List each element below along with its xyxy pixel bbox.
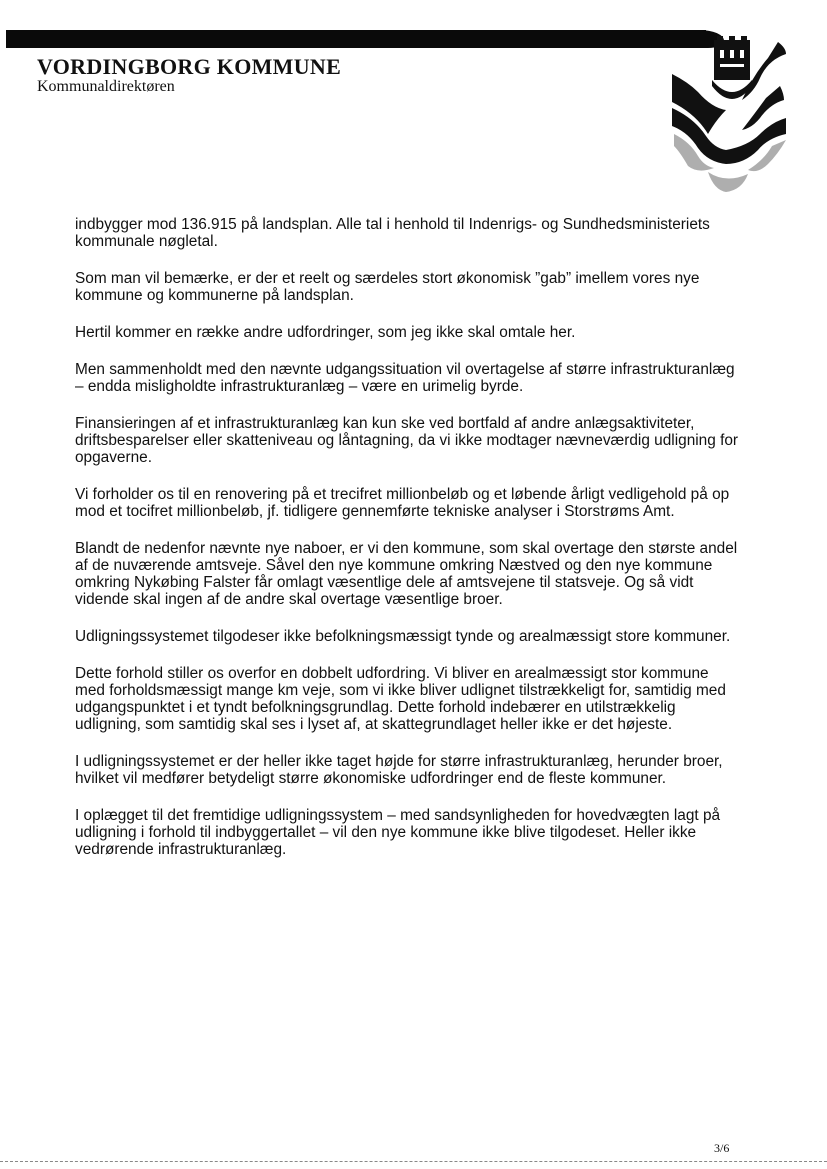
body-paragraph: I oplægget til det fremtidige udligningssystem – med sandsynligheden for hovedvægten lagt på udligning i forhold til indbyggertallet – vil den nye kommune ikke blive tilgodeset. Heller ikke vedrørende infrastrukturanlæg. bbox=[75, 807, 721, 858]
body-paragraph: Blandt de nedenfor nævnte nye naboer, er vi den kommune, som skal overtage den største andel af de nuværende amtsveje. Såvel den nye kommune omkring Næstved og den nye kommune omkring Nykøbing Falster får omlagt væsentlige dele af amtsvejene til statsveje. Og så vidt vidende skal ingen af de andre skal overtage væsentlige broer. bbox=[75, 540, 738, 608]
body-paragraph: indbygger mod 136.915 på landsplan. Alle tal i henhold til Indenrigs- og Sundhedsministeriets kommunale nøgletal. bbox=[75, 216, 710, 250]
body-paragraph: Finansieringen af et infrastrukturanlæg kan kun ske ved bortfald af andre anlægsaktiviteter, driftsbesparelser eller skatteniveau og låntagning, da vi ikke modtager nævneværdig udligning for opgaverne. bbox=[75, 415, 739, 466]
bottom-divider bbox=[0, 1161, 827, 1162]
municipality-logo bbox=[668, 34, 788, 196]
body-paragraph: Men sammenholdt med den nævnte udgangssituation vil overtagelse af større infrastrukturanlæg – endda misligholdte infrastrukturanlæg – være en urimelig byrde. bbox=[75, 361, 735, 395]
body-paragraph: Vi forholder os til en renovering på et trecifret millionbeløb og et løbende årligt vedligehold på op mod et tocifret millionbeløb, jf. tidligere gennemførte tekniske analyser i Storstrøms Amt. bbox=[75, 486, 730, 520]
organization-name: VORDINGBORG KOMMUNE bbox=[37, 54, 342, 79]
letter-body bbox=[75, 216, 740, 878]
body-paragraph: Som man vil bemærke, er der et reelt og særdeles stort økonomisk ”gab” imellem vores nye kommune og kommunerne på landsplan. bbox=[75, 270, 700, 304]
body-paragraph: Hertil kommer en række andre udfordringer, som jeg ikke skal omtale her. bbox=[75, 324, 576, 341]
body-paragraph: Udligningssystemet tilgodeser ikke befolkningsmæssigt tynde og arealmæssigt store kommuner. bbox=[75, 628, 731, 645]
body-paragraph: I udligningssystemet er der heller ikke taget højde for større infrastrukturanlæg, herunder broer, hvilket vil medfører betydeligt større økonomiske udfordringer end de fleste kommuner. bbox=[75, 753, 723, 787]
header-bar bbox=[6, 30, 706, 48]
body-paragraph: Dette forhold stiller os overfor en dobbelt udfordring. Vi bliver en arealmæssigt stor kommune med forholdsmæssigt mange km veje, som vi ikke bliver udlignet tilstrækkeligt for, samtidig med udgangspunktet i et tyndt befolkningsgrundlag. Dette forhold indebærer en utilstrækkelig udligning, som samtidig skal ses i lyset af, at skattegrundlaget heller ikke er det højeste. bbox=[75, 665, 726, 733]
department-name: Kommunaldirektøren bbox=[37, 78, 175, 95]
page-number: 3/6 bbox=[714, 1141, 730, 1155]
tower-emblem-icon bbox=[712, 36, 752, 99]
